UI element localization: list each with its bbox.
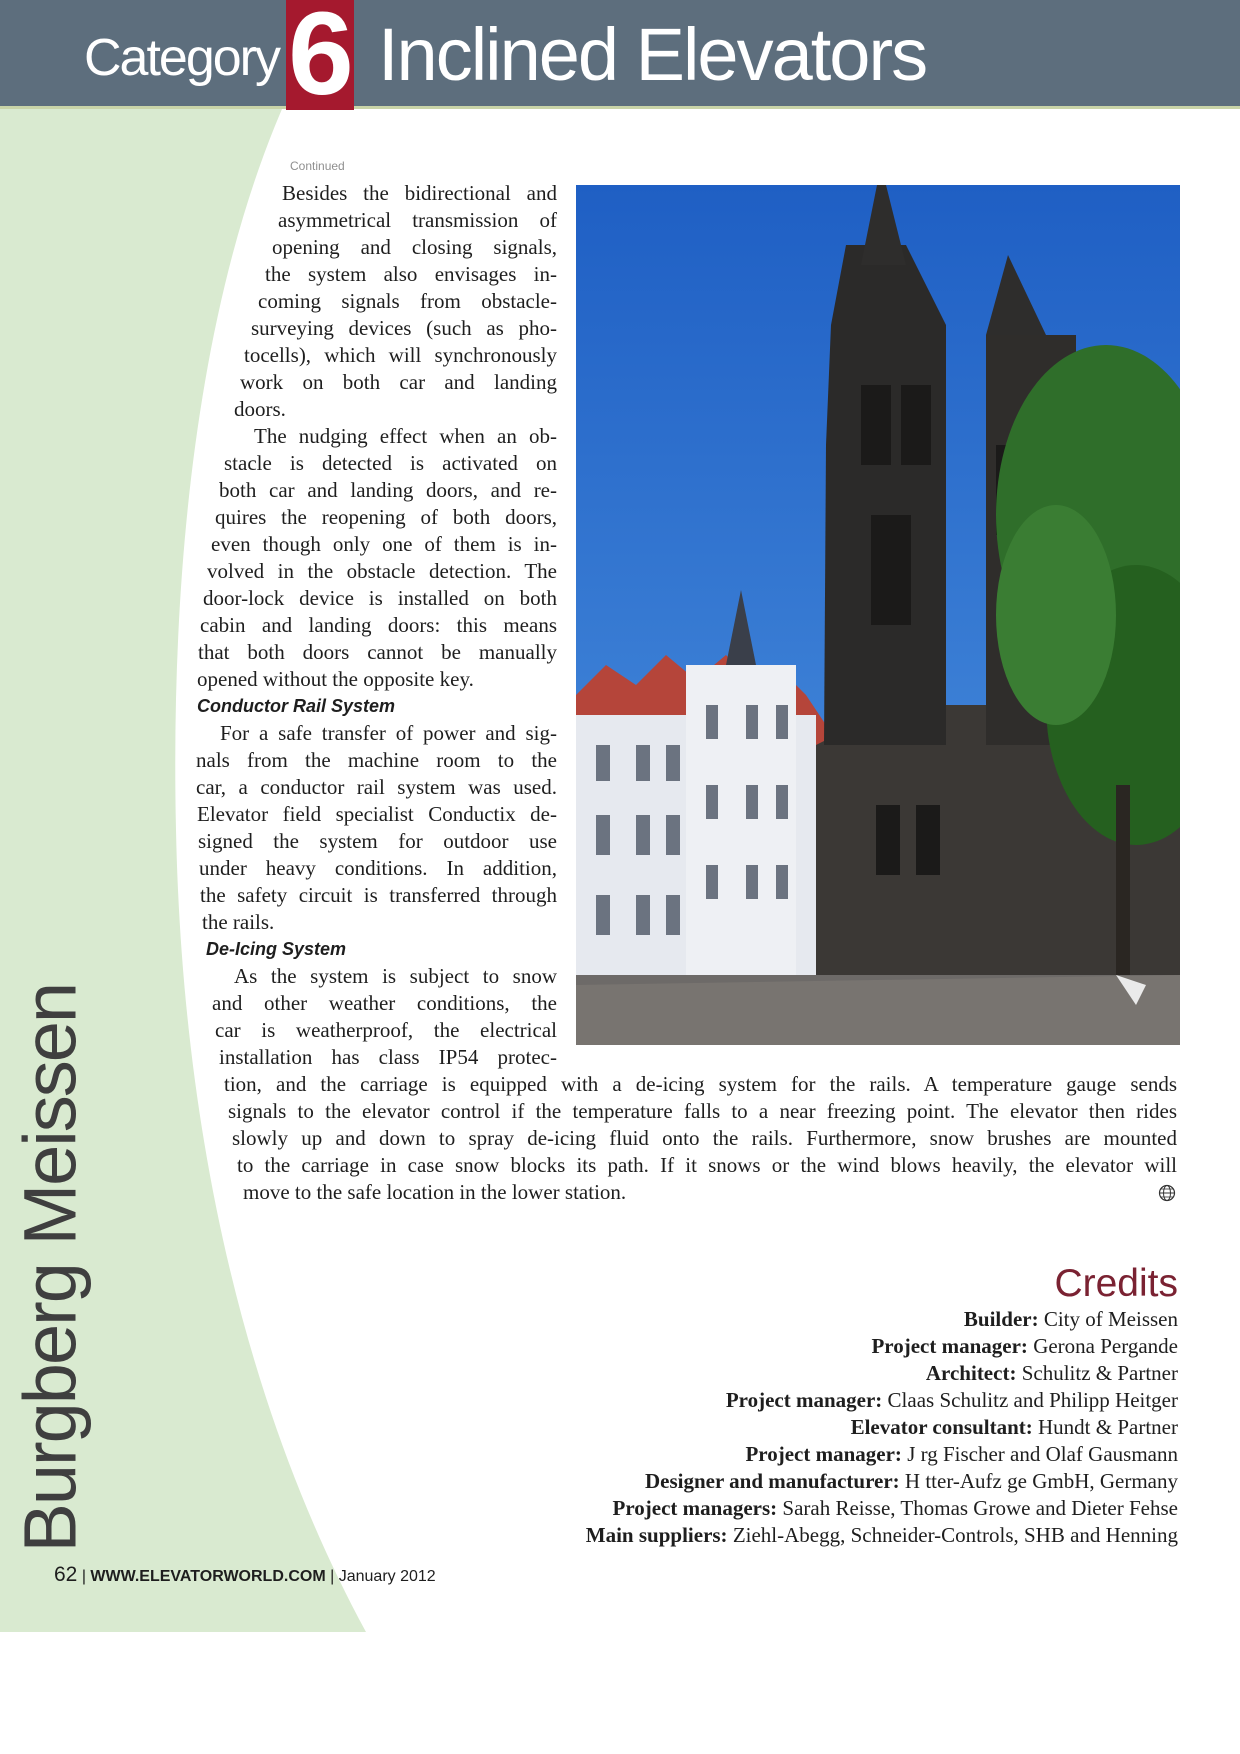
body-line: to the carriage in case snow blocks its path. If it snows or the wind blows heavily, the elevator will — [237, 1153, 1177, 1177]
body-line: signals to the elevator control if the temperature falls to a near freezing point. The elevator then rides — [228, 1099, 1177, 1123]
body-line: even though only one of them is in- — [211, 532, 557, 556]
body-line: both car and landing doors, and re- — [219, 478, 557, 502]
subheading-conductor-rail: Conductor Rail System — [197, 696, 396, 716]
body-line: stacle is detected is activated on — [224, 451, 557, 475]
body-line: the rails. — [202, 910, 275, 934]
body-line: car, a conductor rail system was used. — [196, 775, 557, 799]
credit-label: Designer and manufacturer: — [644, 1469, 900, 1493]
body-line: For a safe transfer of power and sig- — [220, 721, 557, 745]
credit-label: Elevator consultant: — [850, 1415, 1033, 1439]
body-line: Elevator field specialist Conductix de- — [197, 802, 557, 826]
body-line: The nudging effect when an ob- — [254, 424, 557, 448]
body-line: cabin and landing doors: this means — [200, 613, 557, 637]
body-line: and other weather conditions, the — [212, 991, 557, 1015]
body-line: coming signals from obstacle- — [258, 289, 557, 313]
globe-icon — [1158, 1184, 1176, 1202]
credit-line — [586, 1522, 1178, 1549]
credit-label: Project managers: — [612, 1496, 778, 1520]
credit-value: H tter-Aufz ge GmbH, Germany — [904, 1469, 1178, 1493]
body-line: that both doors cannot be manually — [198, 640, 557, 664]
credit-line — [926, 1360, 1178, 1387]
credit-line — [726, 1387, 1178, 1414]
body-line: slowly up and down to spray de-icing fluid onto the rails. Furthermore, snow brushes are mounted — [232, 1126, 1177, 1150]
footer-separator: | — [330, 1568, 335, 1585]
credit-value: Schulitz & Partner — [1021, 1361, 1178, 1385]
credit-label: Builder: — [963, 1307, 1039, 1331]
body-line: tion, and the carriage is equipped with a de-icing system for the rails. A temperature gauge sends — [224, 1072, 1177, 1096]
body-line: the safety circuit is transferred through — [200, 883, 557, 907]
credit-value: City of Meissen — [1043, 1307, 1178, 1331]
credit-label: Project manager: — [725, 1388, 883, 1412]
credit-value: Gerona Pergande — [1033, 1334, 1178, 1358]
body-line: nals from the machine room to the — [196, 748, 557, 772]
side-title: Burgberg Meissen — [8, 983, 92, 1553]
credit-label: Project manager: — [871, 1334, 1028, 1358]
page-number: 62 — [54, 1563, 78, 1586]
credit-line — [871, 1333, 1178, 1360]
credit-value: Claas Schulitz and Philipp Heitger — [887, 1388, 1178, 1412]
credit-label: Architect: — [925, 1361, 1017, 1385]
body-line: volved in the obstacle detection. The — [207, 559, 557, 583]
body-line: Besides the bidirectional and — [282, 181, 557, 205]
body-line: under heavy conditions. In addition, — [199, 856, 557, 880]
credit-line — [613, 1495, 1179, 1522]
body-line: opening and closing signals, — [272, 235, 557, 259]
website-link[interactable]: WWW.ELEVATORWORLD.COM — [90, 1568, 326, 1585]
credit-line — [964, 1306, 1178, 1333]
credit-label: Main suppliers: — [585, 1523, 728, 1547]
body-line: car is weatherproof, the electrical — [215, 1018, 557, 1042]
credit-value: J rg Fischer and Olaf Gausmann — [907, 1442, 1178, 1466]
credit-line — [745, 1441, 1178, 1468]
body-line: move to the safe location in the lower station. — [243, 1180, 627, 1204]
cathedral-photo — [576, 185, 1180, 1045]
body-line: surveying devices (such as pho- — [251, 316, 557, 340]
body-line: quires the reopening of both doors, — [215, 505, 557, 529]
page-footer — [54, 1563, 436, 1587]
credits-heading: Credits — [1054, 1262, 1178, 1305]
category-title: Inclined Elevators — [378, 13, 927, 96]
body-line: As the system is subject to snow — [234, 964, 557, 988]
footer-separator: | — [81, 1568, 86, 1585]
credit-value: Ziehl-Abegg, Schneider-Controls, SHB and Henning — [732, 1523, 1178, 1547]
continued-label: Continued — [290, 159, 345, 173]
body-line: door-lock device is installed on both — [203, 586, 557, 610]
credit-label: Project manager: — [745, 1442, 902, 1466]
issue-date: January 2012 — [338, 1568, 436, 1585]
body-line: tocells), which will synchronously — [244, 343, 557, 367]
credit-line — [851, 1414, 1178, 1441]
body-line: installation has class IP54 protec- — [219, 1045, 557, 1069]
credit-value: Sarah Reisse, Thomas Growe and Dieter Fehse — [782, 1496, 1178, 1520]
body-line: opened without the opposite key. — [197, 667, 474, 691]
body-line: the system also envisages in- — [265, 262, 557, 286]
category-number: 6 — [288, 0, 354, 120]
body-line: doors. — [234, 397, 286, 421]
credit-line — [645, 1468, 1178, 1495]
category-label: Category — [84, 29, 279, 87]
body-line: signed the system for outdoor use — [198, 829, 557, 853]
subheading-de-icing: De-Icing System — [206, 939, 347, 959]
body-line: work on both car and landing — [240, 370, 557, 394]
credit-value: Hundt & Partner — [1038, 1415, 1178, 1439]
body-line: asymmetrical transmission of — [278, 208, 557, 232]
